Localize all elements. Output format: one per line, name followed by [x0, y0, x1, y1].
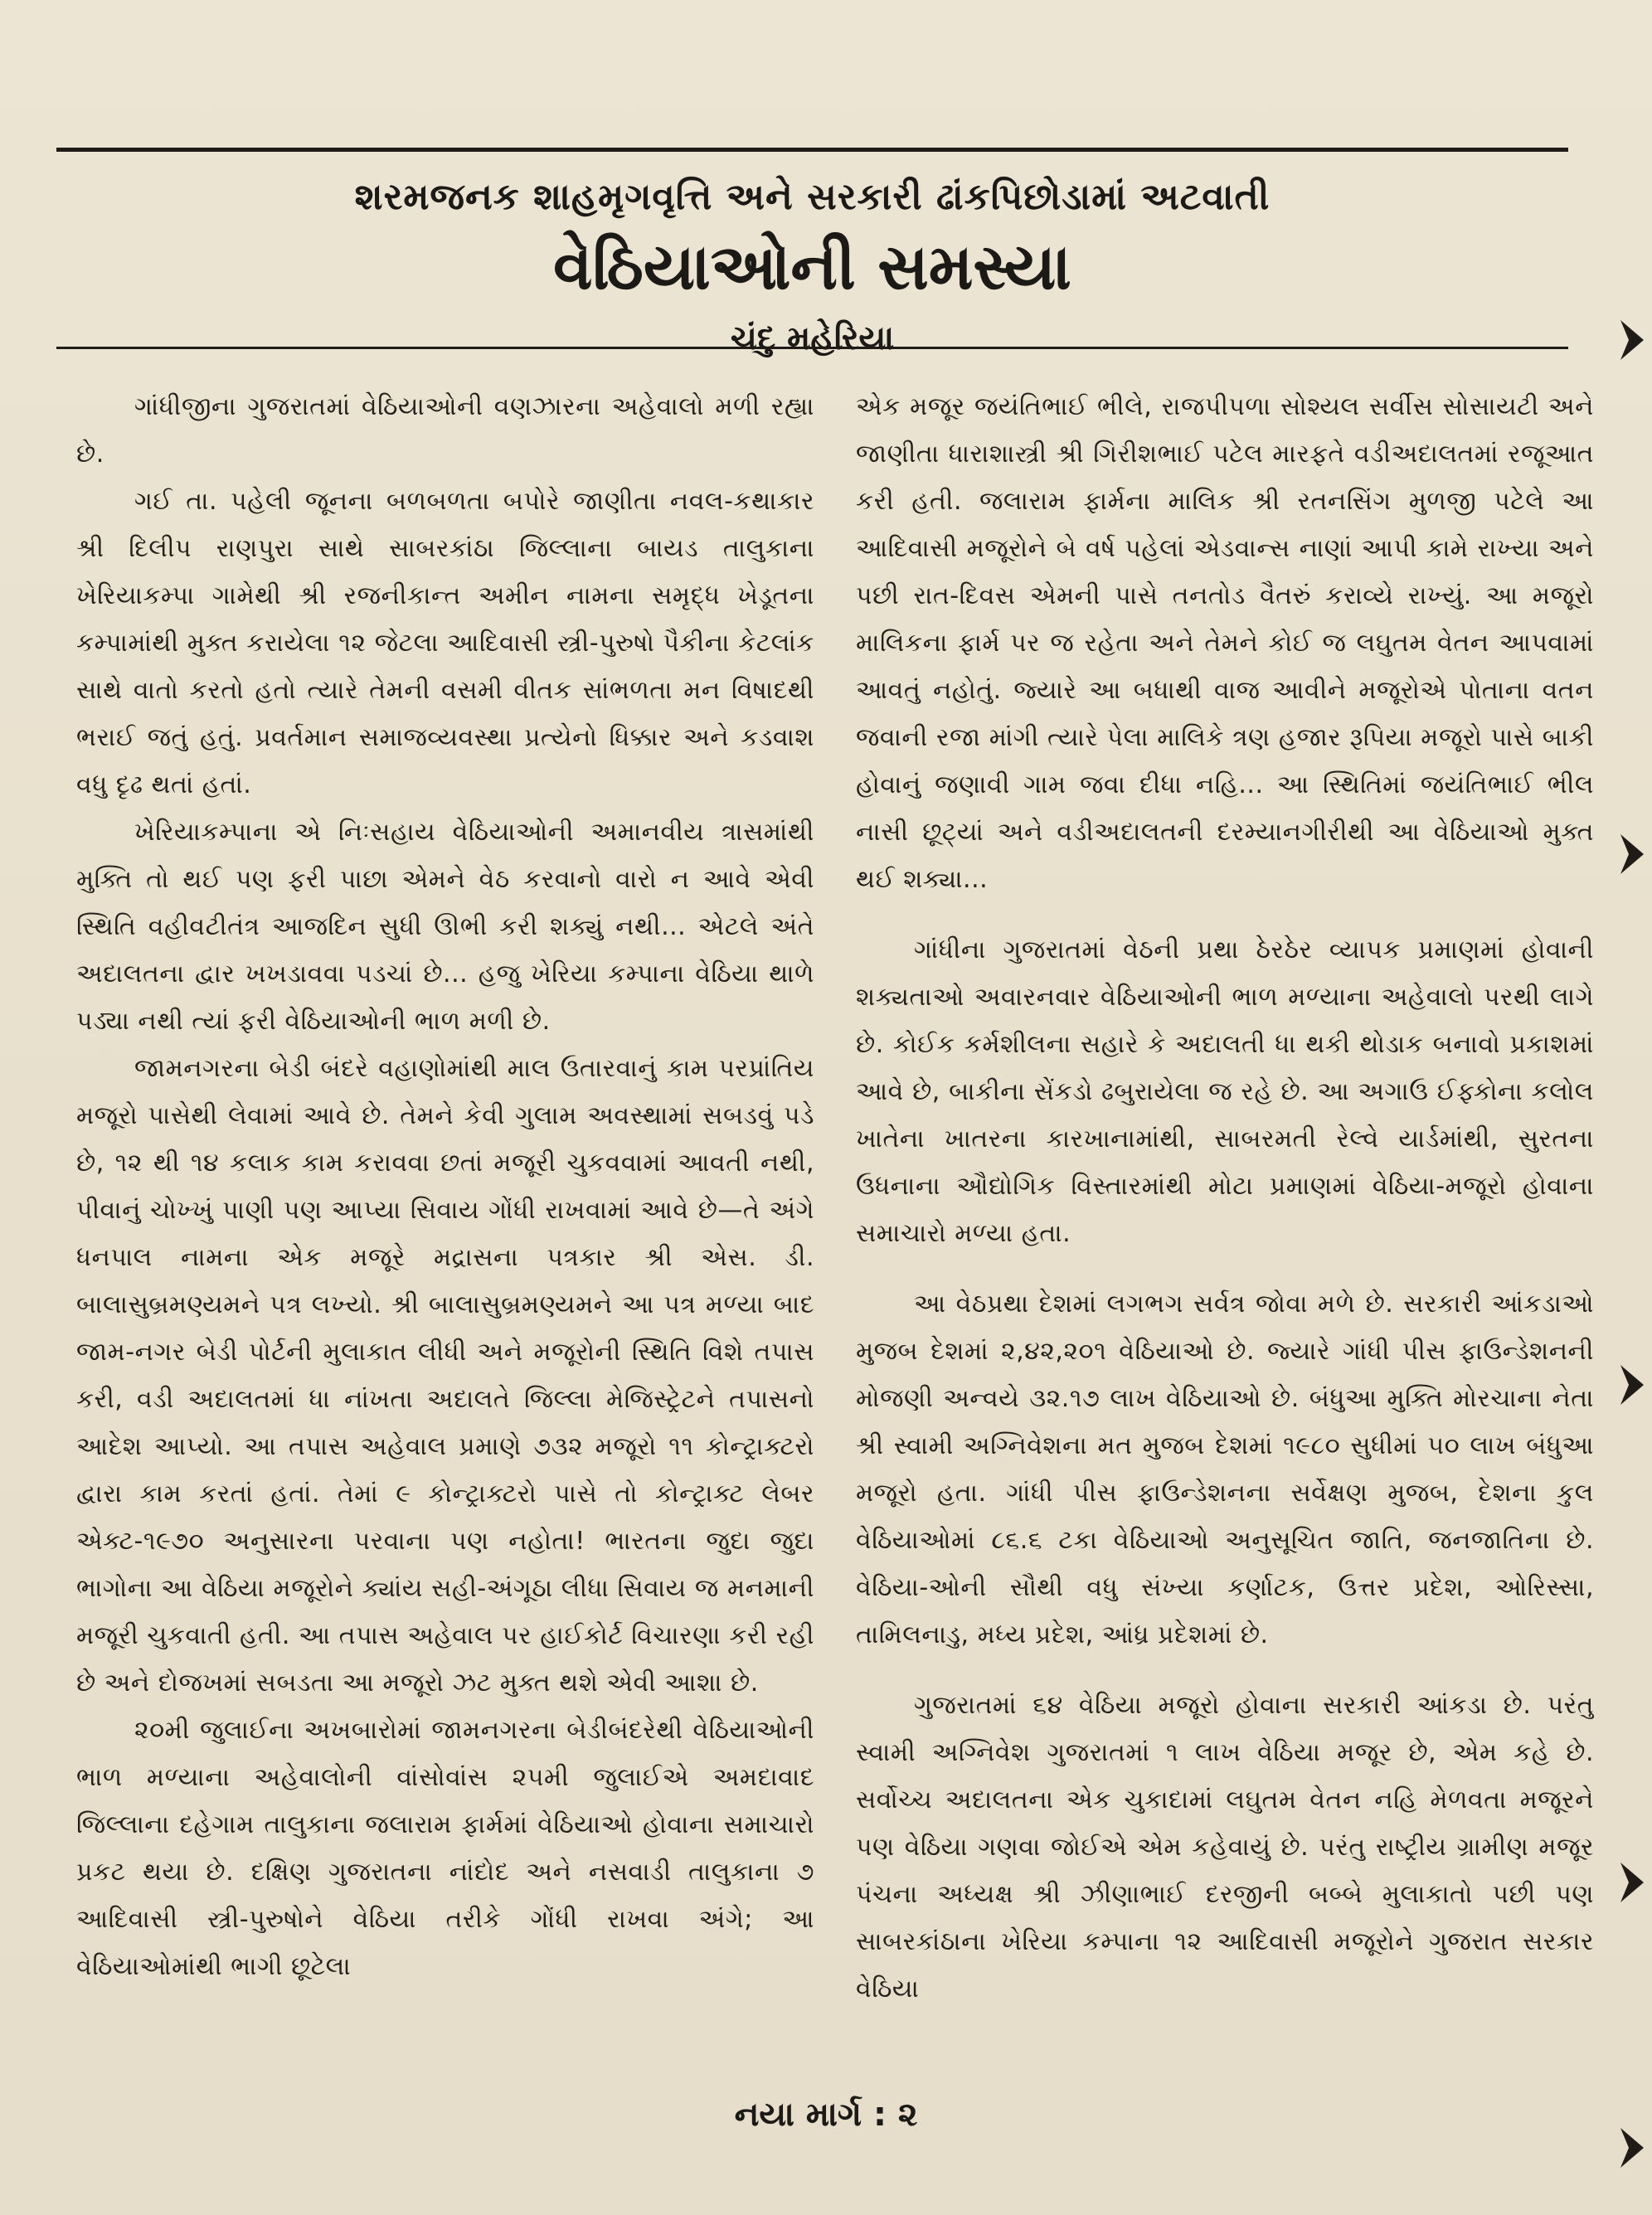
article-kicker: શરમજનક શાહમૃગવૃત્તિ અને સરકારી ઢાંકપિછોડામાં અટવાતી [354, 176, 1271, 218]
paragraph: જામનગરના બેડી બંદરે વહાણોમાંથી માલ ઉતારવાનું કામ પરપ્રાંતિય મજૂરો પાસેથી લેવામાં આવે છે. તેમને કેવી ગુલામ અવસ્થામાં સબડવું પડે છે, ૧૨ થી ૧૪ કલાક કામ કરાવવા છતાં મજૂરી ચુકવવામાં આવતી નથી, પીવાનું ચોખ્ખું પાણી પણ આપ્યા સિવાય ગોંધી રાખવામાં આવે છે—તે અંગે ધનપાલ નામના એક મજૂરે મદ્રાસના પત્રકાર શ્રી એસ. ડી. બાલાસુબ્રમણ્યમને પત્ર લખ્યો. શ્રી બાલાસુબ્રમણ્યમને આ પત્ર મળ્યા બાદ જામ-નગર બેડી પોર્ટની મુલાકાત લીધી અને મજૂરોની સ્થિતિ વિશે તપાસ કરી, વડી અદાલતમાં ધા નાંખતા અદાલતે જિલ્લા મેજિસ્ટ્રેટને તપાસનો આદેશ આપ્યો. આ તપાસ અહેવાલ પ્રમાણે ૭૩૨ મજૂરો ૧૧ કોન્ટ્રાક્ટરો દ્વારા કામ કરતાં હતાં. તેમાં ૯ કોન્ટ્રાક્ટરો પાસે તો કોન્ટ્રાક્ટ લેબર એક્ટ-૧૯૭૦ અનુસારના પરવાના પણ નહોતા! ભારતના જુદા જુદા ભાગોના આ વેઠિયા મજૂરોને ક્યાંય સહી-અંગૂઠા લીધા સિવાય જ મનમાની મજૂરી ચુકવાતી હતી. આ તપાસ અહેવાલ પર હાઈકોર્ટ વિચારણા કરી રહી છે અને દોજખમાં સબડતા આ મજૂરો ઝટ મુક્ત થશે એવી આશા છે. [76, 1054, 814, 1698]
paragraph: એક મજૂર જયંતિભાઈ ભીલે, રાજપીપળા સોશ્યલ સર્વીસ સોસાયટી અને જાણીતા ધારાશાસ્ત્રી શ્રી ગિરીશભાઈ પટેલ મારફતે વડીઅદાલતમાં રજૂઆત કરી હતી. જલારામ ફાર્મના માલિક શ્રી રતનસિંગ મુળજી પટેલે આ આદિવાસી મજૂરોને બે વર્ષ પહેલાં એડવાન્સ નાણાં આપી કામે રાખ્યા અને પછી રાત-દિવસ એમની પાસે તનતોડ વૈતરું કરાવ્યે રાખ્યું. આ મજૂરો માલિકના ફાર્મ પર જ રહેતા અને તેમને કોઈ જ લઘુતમ વેતન આપવામાં આવતું નહોતું. જ્યારે આ બધાથી વાજ આવીને મજૂરોએ પોતાના વતન જવાની રજા માંગી ત્યારે પેલા માલિકે ત્રણ હજાર રૂપિયા મજૂરો પાસે બાકી હોવાનું જણાવી ગામ જવા દીધા નહિ... આ સ્થિતિમાં જયંતિભાઈ ભીલ નાસી છૂટ્યાં અને વડીઅદાલતની દરમ્યાનગીરીથી આ વેઠિયાઓ મુક્ત થઈ શક્યા... [856, 392, 1594, 894]
paragraph: ખેરિયાકમ્પાના એ નિઃસહાય વેઠિયાઓની અમાનવીય ત્રાસમાંથી મુક્તિ તો થઈ પણ ફરી પાછા એમને વેઠ કરવાનો વારો ન આવે એવી સ્થિતિ વહીવટીતંત્ર આજદિન સુધી ઊભી કરી શક્યું નથી... એટલે અંતે અદાલતના દ્વાર ખખડાવવા પડચાં છે... હજુ ખેરિયા કમ્પાના વેઠિયા થાળે પડ્યા નથી ત્યાં ફરી વેઠિયાઓની ભાળ મળી છે. [76, 818, 814, 1036]
header-top-rule [56, 148, 1568, 152]
paragraph: ગઈ તા. પહેલી જૂનના બળબળતા બપોરે જાણીતા નવલ-કથાકાર શ્રી દિલીપ રાણપુરા સાથે સાબરકાંઠા જિલ્લાના બાયડ તાલુકાના ખેરિયાકમ્પા ગામેથી શ્રી રજનીકાન્ત અમીન નામના સમૃદ્ધ ખેડૂતના કમ્પામાંથી મુક્ત કરાયેલા ૧૨ જેટલા આદિવાસી સ્ત્રી-પુરુષો પૈકીના કેટલાંક સાથે વાતો કરતો હતો ત્યારે તેમની વસમી વીતક સાંભળતા મન વિષાદથી ભરાઈ જતું હતું. પ્રવર્તમાન સમાજવ્યવસ્થા પ્રત્યેનો ધિક્કાર અને કડવાશ વધુ દૃઢ થતાં હતાં. [76, 487, 814, 799]
binding-notch-mark [1619, 2123, 1652, 2173]
paragraph: આ વેઠપ્રથા દેશમાં લગભગ સર્વત્ર જોવા મળે છે. સરકારી આંકડાઓ મુજબ દેશમાં ૨,૪૨,૨૦૧ વેઠિયાઓ છે. જ્યારે ગાંધી પીસ ફાઉન્ડેશનની મોજણી અન્વયે ૩૨.૧૭ લાખ વેઠિયાઓ છે. બંધુઆ મુક્તિ મોરચાના નેતા શ્રી સ્વામી અગ્નિવેશના મત મુજબ દેશમાં ૧૯૮૦ સુધીમાં ૫૦ લાખ બંધુઆ મજૂરો હતા. ગાંધી પીસ ફાઉન્ડેશનના સર્વેક્ષણ મુજબ, દેશના કુલ વેઠિયાઓમાં ૮૬.૬ ટકા વેઠિયાઓ અનુસૂચિત જાતિ, જનજાતિના છે. વેઠિયા-ઓની સૌથી વધુ સંખ્યા કર્ણાટક, ઉત્તર પ્રદેશ, ઓરિસ્સા, તામિલનાડુ, મધ્ય પ્રદેશ, આંધ્ર પ્રદેશમાં છે. [856, 1290, 1594, 1649]
paragraph: ગુજરાતમાં ૬૪ વેઠિયા મજૂરો હોવાના સરકારી આંકડા છે. પરંતુ સ્વામી અગ્નિવેશ ગુજરાતમાં ૧ લાખ વેઠિયા મજૂર છે, એમ કહે છે. સર્વોચ્ચ અદાલતના એક ચુકાદામાં લઘુતમ વેતન નહિ મેળવતા મજૂરને પણ વેઠિયા ગણવા જોઈએ એમ કહેવાયું છે. પરંતુ રાષ્ટ્રીય ગ્રામીણ મજૂર પંચના અધ્યક્ષ શ્રી ઝીણાભાઈ દરજીની બબ્બે મુલાકાતો પછી પણ સાબરકાંઠાના ખેરિયા કમ્પાના ૧૨ આદિવાસી મજૂરોને ગુજરાત સરકાર વેઠિયા [856, 1691, 1594, 2004]
paragraph: ગાંધીજીના ગુજરાતમાં વેઠિયાઓની વણઝારના અહેવાલો મળી રહ્યા છે. [76, 392, 814, 469]
page-footer: નયા માર્ગ : ૨ [734, 2096, 918, 2134]
article-title: વેઠિયાઓની સમસ્યા [553, 230, 1071, 304]
binding-notch-mark [1619, 1858, 1652, 1907]
binding-notch-mark [1619, 315, 1652, 365]
article-author: ચંદુ મહેરિયા [730, 319, 895, 357]
left-column [76, 383, 814, 2042]
binding-notch-mark [1619, 829, 1652, 879]
paragraph: ૨૦મી જુલાઈના અખબારોમાં જામનગરના બેડીબંદરેથી વેઠિયાઓની ભાળ મળ્યાના અહેવાલોની વાંસોવાંસ ૨૫મી જુલાઈએ અમદાવાદ જિલ્લાના દહેગામ તાલુકાના જલારામ ફાર્મમાં વેઠિયાઓ હોવાના સમાચારો પ્રકટ થયા છે. દક્ષિણ ગુજરાતના નાંદોદ અને નસવાડી તાલુકાના ૭ આદિવાસી સ્ત્રી-પુરુષોને વેઠિયા તરીકે ગોંધી રાખવા અંગે; આ વેઠિયાઓમાંથી ભાગી છૂટેલા [76, 1716, 814, 1981]
article-header [56, 158, 1568, 363]
paragraph: ગાંધીના ગુજરાતમાં વેઠની પ્રથા ઠેરઠેર વ્યાપક પ્રમાણમાં હોવાની શક્યતાઓ અવારનવાર વેઠિયાઓની ભાળ મળ્યાના અહેવાલો પરથી લાગે છે. કોઈક કર્મશીલના સહારે કે અદાલતી ધા થકી થોડાક બનાવો પ્રકાશમાં આવે છે, બાકીના સેંકડો ઢબુરાયેલા જ રહે છે. આ અગાઉ ઈફ્કોના કલોલ ખાતેના ખાતરના કારખાનામાંથી, સાબરમતી રેલ્વે યાર્ડમાંથી, સુરતના ઉધનાના ઔદ્યોગિક વિસ્તારમાંથી મોટા પ્રમાણમાં વેઠિયા-મજૂરો હોવાના સમાચારો મળ્યા હતા. [856, 935, 1594, 1248]
binding-notch-mark [1619, 1360, 1652, 1410]
header-bottom-rule [56, 347, 1568, 349]
right-column [856, 383, 1594, 2042]
